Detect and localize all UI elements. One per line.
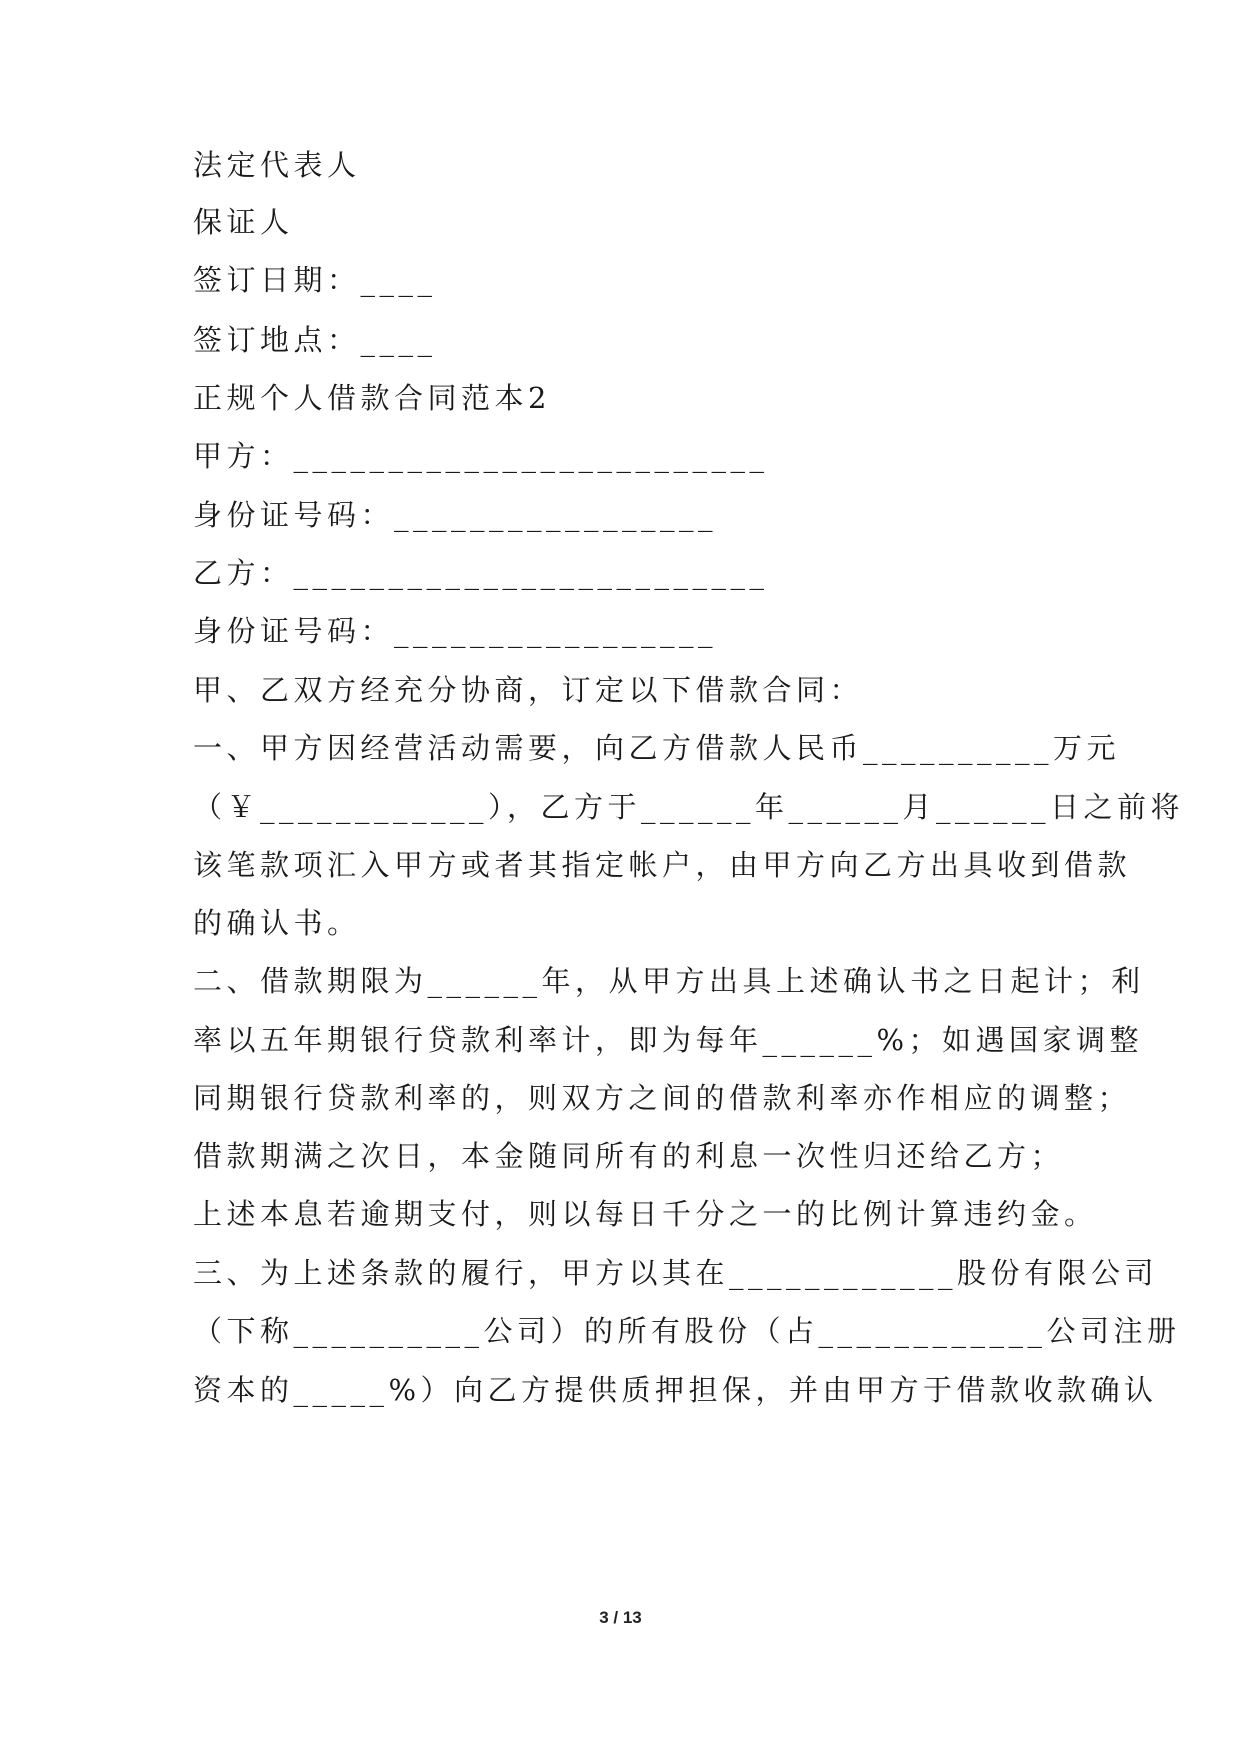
text-line-party-b: 乙方：_________________________ xyxy=(193,556,769,590)
paragraph-line: 上述本息若逾期支付，则以每日千分之一的比例计算违约金。 xyxy=(193,1197,1098,1231)
paragraph-line: 的确认书。 xyxy=(193,906,361,940)
text-line-party-a-id: 身份证号码：_________________ xyxy=(193,498,718,532)
paragraph-clause-3: 三、为上述条款的履行，甲方以其在____________股份有限公司 xyxy=(193,1256,1159,1290)
paragraph-line: 同期银行贷款利率的，则双方之间的借款利率亦作相应的调整； xyxy=(193,1081,1132,1115)
paragraph-line: （￥____________），乙方于______年______月______日之前将 xyxy=(193,790,1185,824)
text-line-legal-representative: 法定代表人 xyxy=(193,148,361,182)
text-line-signing-date: 签订日期：____ xyxy=(193,263,437,297)
text-line-party-a: 甲方：_________________________ xyxy=(193,439,769,473)
page-number: 3 / 13 xyxy=(599,1608,642,1627)
text-line-signing-place: 签订地点：____ xyxy=(193,323,437,357)
paragraph-line: 资本的_____%）向乙方提供质押担保，并由甲方于借款收款确认 xyxy=(193,1373,1158,1407)
text-line-party-b-id: 身份证号码：_________________ xyxy=(193,614,718,648)
paragraph-line: （下称__________公司）的所有股份（占____________公司注册 xyxy=(193,1314,1181,1348)
paragraph-line: 率以五年期银行贷款利率计，即为每年______%；如遇国家调整 xyxy=(193,1023,1144,1057)
text-line-guarantor: 保证人 xyxy=(193,205,294,239)
text-line-agreement-intro: 甲、乙双方经充分协商，订定以下借款合同： xyxy=(193,673,864,707)
paragraph-line: 该笔款项汇入甲方或者其指定帐户，由甲方向乙方出具收到借款 xyxy=(193,848,1132,882)
paragraph-clause-2: 二、借款期限为______年，从甲方出具上述确认书之日起计；利 xyxy=(193,964,1145,998)
paragraph-line: 借款期满之次日，本金随同所有的利息一次性归还给乙方； xyxy=(193,1139,1065,1173)
paragraph-clause-1: 一、甲方因经营活动需要，向乙方借款人民币__________万元 xyxy=(193,731,1121,765)
section-title: 正规个人借款合同范本2 xyxy=(193,381,551,415)
